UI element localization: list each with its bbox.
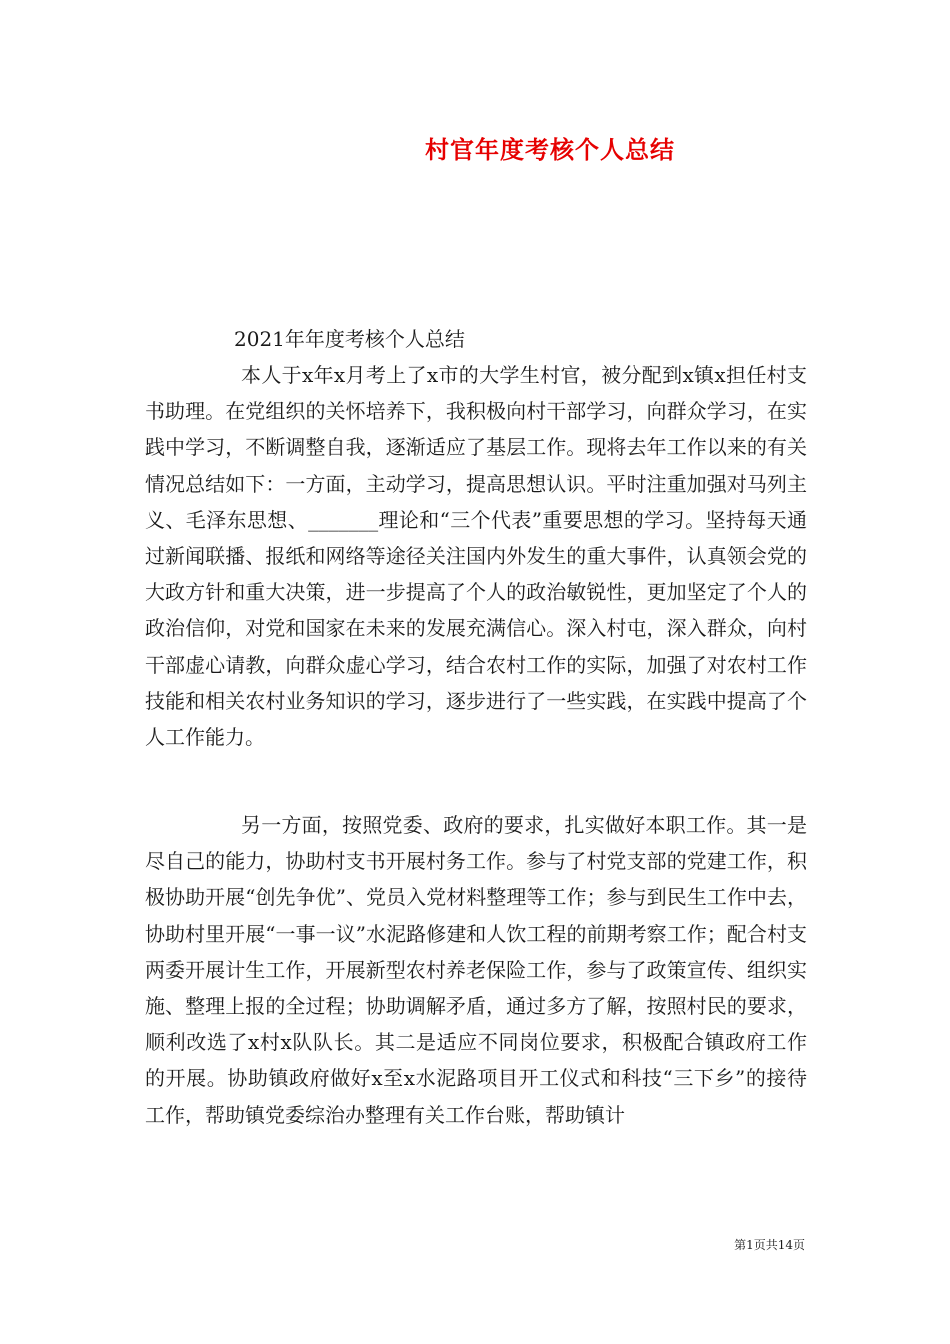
page-number: 第1页共14页 [734, 1238, 805, 1252]
paragraph-1: 本人于x年x月考上了x市的大学生村官，被分配到x镇x担任村支书助理。在党组织的关怀培养下，我积极向村干部学习，向群众学习，在实践中学习，不断调整自我，逐渐适应了基层工作。现将去年工作以来的有关情况总结如下：一方面，主动学习，提高思想认识。平时注重加强对马列主义、毛泽东思想、_______理论和“三个代表”重要思想的学习。坚持每天通过新闻联播、报纸和网络等途径关注国内外发生的重大事件，认真领会党的大政方针和重大决策，进一步提高了个人的政治敏锐性，更加坚定了个人的政治信仰，对党和国家在未来的发展充满信心。深入村屯，深入群众，向村干部虚心请教，向群众虚心学习，结合农村工作的实际，加强了对农村工作技能和相关农村业务知识的学习，逐步进行了一些实践，在实践中提高了个人工作能力。 [145, 363, 807, 750]
document-title: 村官年度考核个人总结 [425, 135, 675, 164]
document-subtitle: 2021年年度考核个人总结 [234, 327, 465, 351]
paragraph-2: 另一方面，按照党委、政府的要求，扎实做好本职工作。其一是尽自己的能力，协助村支书开展村务工作。参与了村党支部的党建工作，积极协助开展“创先争优”、党员入党材料整理等工作；参与到民生工作中去，协助村里开展“一事一议”水泥路修建和人饮工程的前期考察工作；配合村支两委开展计生工作，开展新型农村养老保险工作，参与了政策宣传、组织实施、整理上报的全过程；协助调解矛盾，通过多方了解，按照村民的要求，顺利改选了x村x队队长。其二是适应不同岗位要求，积极配合镇政府工作的开展。协助镇政府做好x至x水泥路项目开工仪式和科技“三下乡”的接待工作，帮助镇党委综治办整理有关工作台账，帮助镇计 [145, 813, 807, 1127]
